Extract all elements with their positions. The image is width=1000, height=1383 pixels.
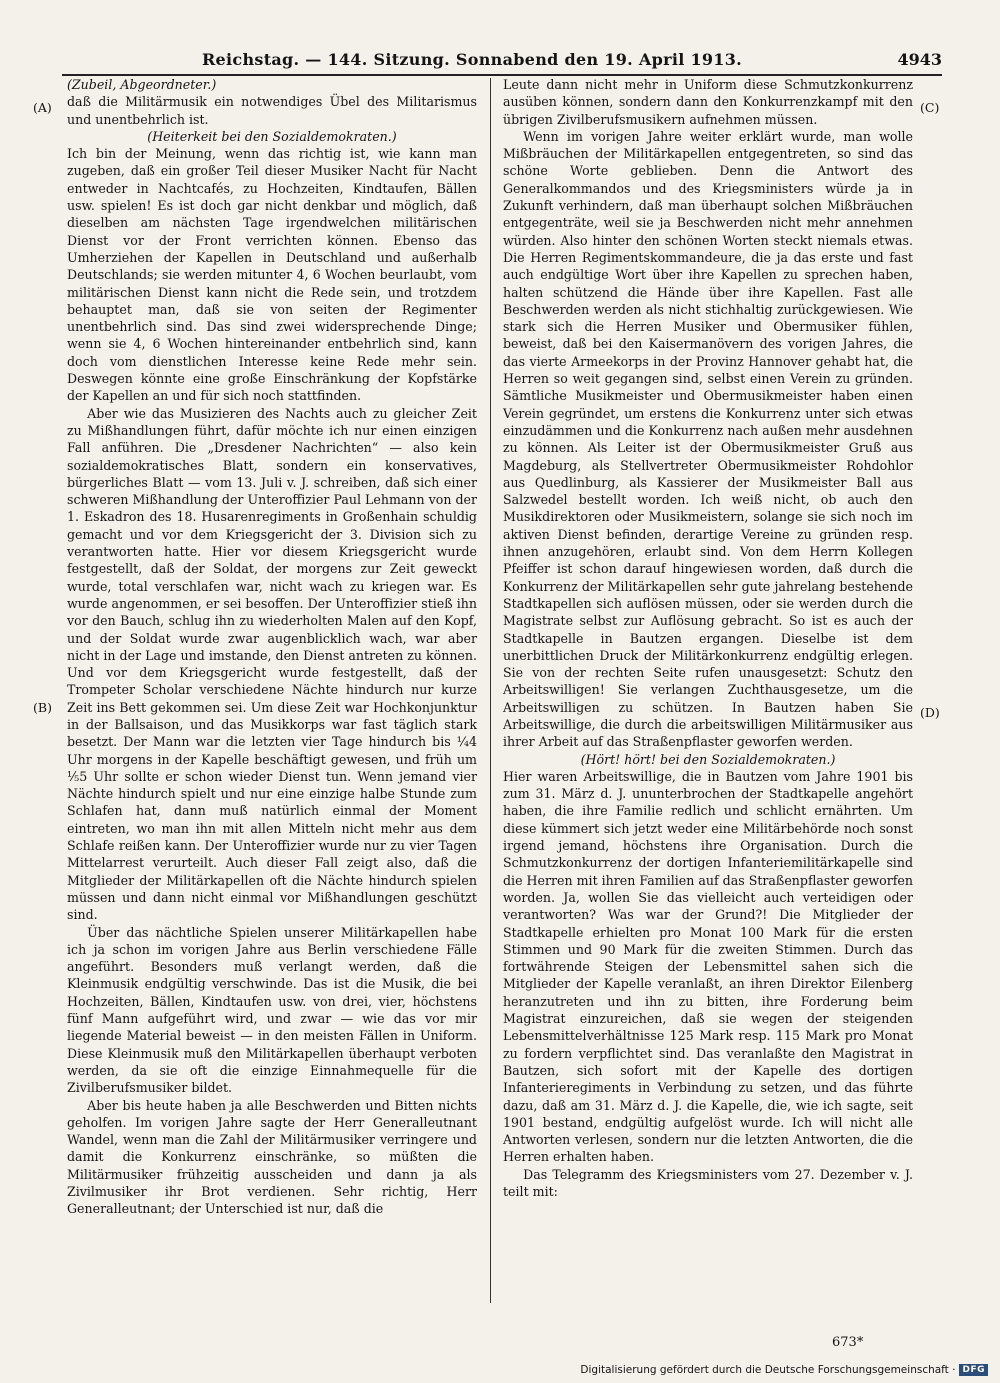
- header-title: Reichstag. — 144. Sitzung. Sonnabend den 19. April 1913.: [201, 50, 743, 69]
- paragraph: Hier waren Arbeitswillige, die in Bautzen vom Jahre 1901 bis zum 31. März d. J. ununterbrochen der Stadtkapelle angehört haben, die ihre Familie redlich und schlicht ernährten. Um diese kümmert sich jetzt weder eine Militärbehörde noch sonst irgend jemand, höchstens ihre Organisation. Durch die Schmutzkonkurrenz der dortigen Infanteriemilitärkapelle sind die Herren mit ihren Familien auf das Straßenpflaster geworfen worden. Ja, wollen Sie das vielleicht auch verteidigen oder verantworten? Was war der Grund?! Die Mitglieder der Stadtkapelle erhielten pro Monat 100 Mark für die ersten Stimmen und 90 Mark für die zweiten Stimmen. Durch das fortwährende Steigen der Lebensmittel sahen sich die Mitglieder der Kapelle veranlaßt, an ihren Direktor Eilenberg heranzutreten und ihn zu bitten, ihre Forderung beim Magistrat einzureichen, daß sie wegen der steigenden Lebensmittelverhältnisse 125 Mark resp. 115 Mark pro Monat zu fordern verpflichtet sind. Das veranlaßte den Magistrat in Bautzen, sich sofort mit der Kapelle des dortigen Infanterieregiments in Verbindung zu setzen, und das führte dazu, daß am 31. März d. J. die Kapelle, die, wie ich sagte, seit 1901 bestand, endgültig aufgelöst wurde. Ich will nicht alle Antworten verlesen, sondern nur die letzten Antworten, die die Herren erhalten haben.: [503, 768, 913, 1165]
- digitization-footer: [580, 1364, 988, 1376]
- stage-direction: (Heiterkeit bei den Sozialdemokraten.): [147, 128, 397, 144]
- paragraph: Über das nächtliche Spielen unserer Militärkapellen habe ich ja schon im vorigen Jahre aus Berlin verschiedene Fälle angeführt. Besonders muß verlangt werden, daß die Kleinmusik endgültig verschwinde. Das ist die Musik, die bei Hochzeiten, Bällen, Kindtaufen usw. von drei, vier, höchstens fünf Mann aufgeführt wird, und zwar — wie das vor mir liegende Material beweist — in den meisten Fällen in Uniform. Diese Kleinmusik muß den Militärkapellen überhaupt verboten werden, da sie oft die einzige Einnahmequelle für die Zivilberufsmusiker bildet.: [67, 924, 477, 1096]
- paragraph: Aber bis heute haben ja alle Beschwerden und Bitten nichts geholfen. Im vorigen Jahre sagte der Herr Generalleutnant Wandel, wenn man die Zahl der Militärmusiker verringere und damit die Konkurrenz einschränke, so müßten die Militärmusiker frühzeitig ausscheiden und dann ja als Zivilmusiker ihr Brot verdienen. Sehr richtig, Herr Generalleutnant; der Unterschied ist nur, daß die: [67, 1097, 477, 1217]
- left-column: [67, 76, 477, 1316]
- paragraph: Das Telegramm des Kriegsministers vom 27. Dezember v. J. teilt mit:: [503, 1166, 913, 1199]
- footer-text: Digitalisierung gefördert durch die Deutsche Forschungsgemeinschaft ·: [580, 1364, 956, 1376]
- paragraph: Aber wie das Musizieren des Nachts auch zu gleicher Zeit zu Mißhandlungen führt, dafür möchte ich nur einen einzigen Fall anführen. Die „Dresdener Nachrichten“ — also kein sozialdemokratisches Blatt, sondern ein konservatives, bürgerliches Blatt — vom 13. Juli v. J. schreiben, daß sich einer schweren Mißhandlung der Unteroffizier Paul Lehmann von der 1. Eskadron des 18. Husarenregiments in Großenhain schuldig gemacht und vor dem Kriegsgericht der 3. Division sich zu verantworten hatte. Hier vor diesem Kriegsgericht wurde festgestellt, daß der Soldat, der morgens zur Zeit geweckt wurde, total verschlafen war, nicht wach zu kriegen war. Es wurde angenommen, er sei besoffen. Der Unteroffizier stieß ihn vor den Bauch, schlug ihn zu wiederholten Malen auf den Kopf, und der Soldat wurde zwar augenblicklich wach, war aber nicht in der Lage und imstande, den Dienst antreten zu können. Und vor dem Kriegsgericht wurde festgestellt, daß der Trompeter Scholar verschiedene Nächte hindurch nur kurze Zeit ins Bett gekommen sei. Um diese Zeit war Hochkonjunktur in der Ballsaison, und das Musikkorps war fast täglich stark besetzt. Der Mann war die letzten vier Tage hindurch bis ¼4 Uhr morgens in der Kapelle beschäftigt gewesen, und früh um ⅕5 Uhr sollte er schon wieder Dienst tun. Wenn jemand vier Nächte hindurch spielt und nur eine einzige halbe Stunde zum Schlafen hat, dann muß natürlich einmal der Moment eintreten, wo man ihn mit allen Mitteln nicht mehr aus dem Schlafe reißen kann. Der Unteroffizier wurde nur zu vier Tagen Mittelarrest verurteilt. Auch dieser Fall zeigt also, daß die Mitglieder der Militärkapellen oft die Nächte hindurch spielen müssen und dann nicht einmal vor Mißhandlungen geschützt sind.: [67, 405, 477, 923]
- speaker-note: (Zubeil, Abgeordneter.): [67, 77, 217, 92]
- margin-mark-b: (B): [33, 700, 52, 715]
- paragraph: Leute dann nicht mehr in Uniform diese Schmutzkonkurrenz ausüben können, sondern dann den Konkurrenzkampf mit den übrigen Zivilberufsmusikern aufnehmen müssen.: [503, 77, 913, 127]
- paragraph: Ich bin der Meinung, wenn das richtig ist, wie kann man zugeben, daß ein großer Teil dieser Musiker Nacht für Nacht entweder in Nachtcafés, zu Hochzeiten, Kindtaufen, Bällen usw. spielen! Es ist doch gar nicht denkbar und möglich, daß dieselben am nächsten Tage irgendwelchen militärischen Dienst vor der Front verrichten können. Ebenso das Umherziehen der Kapellen in Deutschland und außerhalb Deutschlands; sie werden mitunter 4, 6 Wochen beurlaubt, vom militärischen Dienst kann nicht die Rede sein, und trotzdem behauptet man, daß sie von seiten der Regimenter unentbehrlich sind. Das sind zwei widersprechende Dinge; wenn sie 4, 6 Wochen hintereinander entbehrlich sind, kann doch vom dienstlichen Interesse keine Rede mehr sein. Deswegen könnte eine große Einschränkung der Kopfstärke der Kapellen an und für sich noch stattfinden.: [67, 146, 477, 404]
- margin-mark-d: (D): [920, 705, 940, 720]
- margin-mark-a: (A): [33, 100, 52, 115]
- margin-mark-c: (C): [920, 100, 940, 115]
- signature-mark: 673*: [832, 1335, 864, 1350]
- paragraph: Wenn im vorigen Jahre weiter erklärt wurde, man wolle Mißbräuchen der Militärkapellen entgegentreten, so sind das schöne Worte geblieben. Denn die Antwort des Generalkommandos und des Kriegsministers würde ja in Zukunft verhindern, daß man überhaupt solchen Mißbräuchen entgegenträte, weil sie ja Beschwerden nicht mehr annehmen würden. Also hinter den schönen Worten steckt niemals etwas. Die Herren Regimentskommandeure, die ja das erste und fast auch endgültige Wort über ihre Kapellen zu sprechen haben, halten schützend die Hände über ihre Kapellen. Fast alle Beschwerden werden als nicht stichhaltig zurückgewiesen. Wie stark sich die Herren Musiker und Obermusiker fühlen, beweist, daß bei den Kaisermanövern des vorigen Jahres, die das vierte Armeekorps in der Provinz Hannover gehabt hat, die Herren so weit gegangen sind, selbst einen Verein zu gründen. Sämtliche Musikmeister und Obermusikmeister haben einen Verein gegründet, um erstens die Konkurrenz unter sich etwas einzudämmen und die Konkurrenz nach außen mehr ausdehnen zu können. Als Leiter ist der Obermusikmeister Gruß aus Magdeburg, als Stellvertreter Obermusikmeister Rohdohlor aus Quedlinburg, als Kassierer der Musikmeister Ball aus Salzwedel bestellt worden. Ich weiß nicht, ob auch den Musikdirektoren oder Musikmeistern, solange sie sich noch im aktiven Dienst befinden, derartige Vereine zu gründen resp. ihnen anzugehören, erlaubt sind. Von dem Herrn Kollegen Pfeiffer ist schon darauf hingewiesen worden, daß durch die Konkurrenz der Militärkapellen sehr gute jahrelang bestehende Stadtkapellen sich auflösen müssen, oder sie werden durch die Magistrate selbst zur Auflösung gebracht. So ist es auch der Stadtkapelle in Bautzen ergangen. Dieselbe ist dem unerbittlichen Druck der Militärkonkurrenz endgültig erlegen. Sie von der rechten Seite rufen unausgesetzt: Schutz den Arbeitswilligen! Sie verlangen Zuchthausgesetze, um die Arbeitswilligen zu schützen. In Bautzen haben Sie Arbeitswillige, die durch die arbeitswilligen Militärmusiker aus ihrer Arbeit auf das Straßenpflaster geworfen werden.: [503, 128, 913, 750]
- stage-direction: (Hört! hört! bei den Sozialdemokraten.): [580, 751, 836, 767]
- column-divider: [490, 78, 491, 1303]
- paragraph: daß die Militärmusik ein notwendiges Übel des Militarismus und unentbehrlich ist.: [67, 94, 477, 127]
- page-number: 4943: [897, 50, 942, 69]
- page-header: [62, 50, 942, 74]
- right-column: [503, 76, 913, 1316]
- dfg-logo: DFG: [959, 1364, 988, 1376]
